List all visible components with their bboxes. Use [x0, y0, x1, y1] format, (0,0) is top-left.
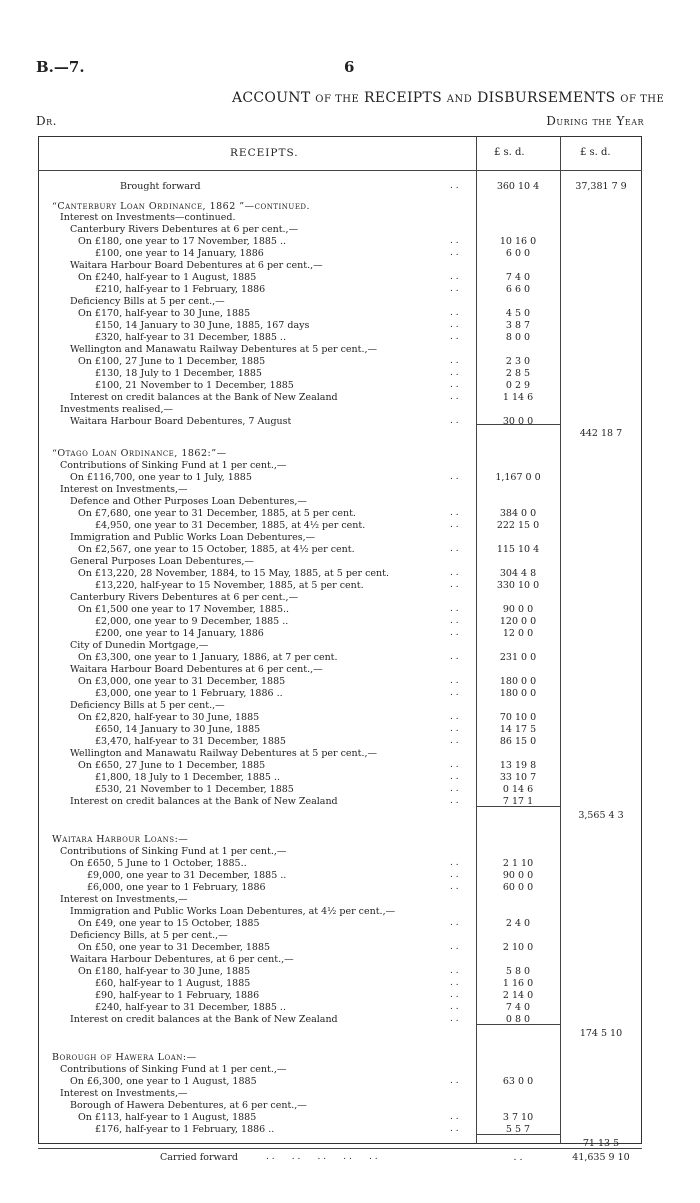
item-amount: 1,167 0 0: [495, 472, 541, 483]
ledger-description: Deficiency Bills at 5 per cent.,—: [70, 700, 225, 711]
ledger-description: Waitara Harbour Loans:—: [52, 834, 189, 845]
ledger-row: [0, 640, 700, 651]
ledger-description: On £113, half-year to 1 August, 1885: [78, 1112, 257, 1123]
ledger-description: £176, half-year to 1 February, 1886 ..: [95, 1124, 275, 1135]
leader-dots: . .: [450, 760, 459, 770]
ledger-row: [0, 784, 700, 795]
ledger-row: [0, 1124, 700, 1135]
ledger-row: [0, 392, 700, 403]
title-account: ACCOUNT: [232, 90, 311, 106]
ledger-row: [0, 676, 700, 687]
title-disbursements: DISBURSEMENTS: [477, 90, 616, 106]
item-amount: 180 0 0: [499, 688, 537, 699]
ledger-row: [0, 954, 700, 965]
ledger-row: [0, 894, 700, 905]
item-amount: 2 3 0: [505, 356, 531, 367]
leader-dots: . .: [450, 942, 459, 952]
ledger-row: [0, 796, 700, 807]
ledger-description: On £240, half-year to 1 August, 1885: [78, 272, 257, 283]
amount-column-header: £ s. d.: [494, 147, 525, 158]
leader-dots: . .: [450, 332, 459, 342]
ledger-description: Immigration and Public Works Loan Debentures,—: [70, 532, 316, 543]
ledger-description: City of Dunedin Mortgage,—: [70, 640, 209, 651]
ledger-description: On £50, one year to 31 December, 1885: [78, 942, 271, 953]
ledger-row: [0, 532, 700, 543]
ledger-row: [0, 628, 700, 639]
ledger-row: [0, 858, 700, 869]
ledger-row: [0, 918, 700, 929]
ledger-description: Canterbury Rivers Debentures at 6 per cent.,—: [70, 224, 299, 235]
leader-dots: . .: [450, 966, 459, 976]
total-column-header: £ s. d.: [580, 147, 611, 158]
ledger-description: Contributions of Sinking Fund at 1 per cent.,—: [60, 1064, 287, 1075]
ledger-description: Interest on Investments,—: [60, 1088, 188, 1099]
ledger-row: [0, 368, 700, 379]
ledger-row: [0, 1076, 700, 1087]
ledger-description: £60, half-year to 1 August, 1885: [95, 978, 251, 989]
leader-dots: . .: [450, 308, 459, 318]
ledger-description: On £650, 5 June to 1 October, 1885..: [70, 858, 247, 869]
ledger-row: [0, 810, 700, 821]
ledger-row: [0, 1002, 700, 1013]
ledger-description: On £180, one year to 17 November, 1885 ..: [78, 236, 287, 247]
title-receipts: RECEIPTS: [364, 90, 443, 106]
ledger-row: [0, 284, 700, 295]
carried-forward-total: 41,635 9 10: [572, 1152, 630, 1163]
ledger-row: [0, 308, 700, 319]
ledger-row: [0, 930, 700, 941]
carried-forward-row: [0, 1152, 700, 1163]
ledger-row: [0, 556, 700, 567]
leader-dots: . .: [450, 284, 459, 294]
item-amount: 231 0 0: [499, 652, 537, 663]
ledger-description: Waitara Harbour Board Debentures at 6 per cent.,—: [70, 260, 323, 271]
ledger-row: [0, 760, 700, 771]
leader-dots: . .: [450, 1112, 459, 1122]
leader-dots: . .: [450, 796, 459, 806]
leader-dots: . .: [450, 724, 459, 734]
item-amount: 7 4 0: [505, 1002, 531, 1013]
ledger-row: [0, 906, 700, 917]
item-amount: 12 0 0: [502, 628, 534, 639]
ledger-description: Borough of Hawera Debentures, at 6 per cent.,—: [70, 1100, 307, 1111]
item-amount: 6 6 0: [505, 284, 531, 295]
ledger-description: Interest on Investments,—: [60, 894, 188, 905]
item-amount: 330 10 0: [496, 580, 540, 591]
ledger-row: [0, 616, 700, 627]
ledger-row: [0, 748, 700, 759]
leader-dots: . .: [450, 472, 459, 482]
ledger-description: £150, 14 January to 30 June, 1885, 167 days: [95, 320, 310, 331]
section-total: 442 18 7: [579, 428, 623, 439]
ledger-row: [0, 380, 700, 391]
leader-dots: . .: [450, 248, 459, 258]
item-amount: 90 0 0: [502, 870, 534, 881]
ledger-row: [0, 224, 700, 235]
ledger-row: [0, 320, 700, 331]
ledger-row: [0, 568, 700, 579]
ledger-row: [0, 484, 700, 495]
item-amount: 7 17 1: [502, 796, 534, 807]
item-amount: 13 19 8: [499, 760, 537, 771]
leader-dots: . .: [450, 236, 459, 246]
ledger-row: [0, 652, 700, 663]
ledger-row: [0, 700, 700, 711]
leader-dots: . .: [450, 676, 459, 686]
item-amount: 2 1 10: [502, 858, 534, 869]
subtotal-rule: [476, 1024, 560, 1025]
ledger-row: [0, 416, 700, 427]
item-amount: 2 8 5: [505, 368, 531, 379]
ledger-description: £100, 21 November to 1 December, 1885: [95, 380, 294, 391]
ledger-row: [0, 404, 700, 415]
ledger-description: Deficiency Bills at 5 per cent.,—: [70, 296, 225, 307]
ledger-description: Interest on Investments,—: [60, 484, 188, 495]
ledger-description: Deficiency Bills, at 5 per cent.,—: [70, 930, 228, 941]
ledger-row: [0, 272, 700, 283]
ledger-description: On £13,220, 28 November, 1884, to 15 May, 1885, at 5 per cent.: [78, 568, 389, 579]
ledger-row: [0, 496, 700, 507]
item-amount: 63 0 0: [502, 1076, 534, 1087]
ledger-description: Interest on credit balances at the Bank of New Zealand: [70, 796, 338, 807]
document-reference: B.—7.: [36, 58, 85, 76]
ledger-row: [0, 248, 700, 259]
ledger-row: [0, 580, 700, 591]
ledger-description: On £116,700, one year to 1 July, 1885: [70, 472, 252, 483]
ledger-row: [0, 664, 700, 675]
ledger-row: [0, 544, 700, 555]
item-amount: 180 0 0: [499, 676, 537, 687]
leader-dots: . .: [450, 181, 459, 191]
item-amount: 120 0 0: [499, 616, 537, 627]
ledger-description: Interest on credit balances at the Bank of New Zealand: [70, 1014, 338, 1025]
ledger-row: [0, 870, 700, 881]
item-amount: 1 16 0: [502, 978, 534, 989]
item-amount: 90 0 0: [502, 604, 534, 615]
ledger-description: £1,800, 18 July to 1 December, 1885 ..: [95, 772, 281, 783]
ledger-description: Defence and Other Purposes Loan Debentures,—: [70, 496, 307, 507]
page-number: 6: [344, 58, 355, 76]
ledger-description: Brought forward: [120, 181, 201, 192]
leader-dots: . .: [450, 736, 459, 746]
ledger-row: [0, 1064, 700, 1075]
leader-dots: . .: [450, 604, 459, 614]
ledger-description: On £6,300, one year to 1 August, 1885: [70, 1076, 257, 1087]
ledger-description: Investments realised,—: [60, 404, 174, 415]
leader-dots: . .: [450, 616, 459, 626]
ledger-row: [0, 344, 700, 355]
ledger-row: [0, 212, 700, 223]
ledger-description: Waitara Harbour Board Debentures, 7 August: [70, 416, 292, 427]
leader-dots: . .: [450, 1124, 459, 1134]
item-amount: 1 14 6: [502, 392, 534, 403]
leader-dots: . .: [450, 1002, 459, 1012]
ledger-description: On £3,000, one year to 31 December, 1885: [78, 676, 286, 687]
page-title: [232, 90, 664, 106]
receipts-column-header: RECEIPTS.: [230, 147, 299, 159]
ledger-row: [0, 356, 700, 367]
ledger-description: On £170, half-year to 30 June, 1885: [78, 308, 251, 319]
ledger-row: [0, 1014, 700, 1025]
ledger-description: Waitara Harbour Board Debentures at 6 per cent.,—: [70, 664, 323, 675]
ledger-row: [0, 236, 700, 247]
leader-dots: . .: [450, 882, 459, 892]
leader-dots: . .: [450, 520, 459, 530]
ledger-row: [0, 712, 700, 723]
carried-forward-label: Carried forward: [160, 1152, 238, 1163]
leader-dots: . .: [450, 356, 459, 366]
item-amount: 5 5 7: [505, 1124, 531, 1135]
ledger-description: £2,000, one year to 9 December, 1885 ..: [95, 616, 289, 627]
ledger-description: On £180, half-year to 30 June, 1885: [78, 966, 251, 977]
ledger-description: £100, one year to 14 January, 1886: [95, 248, 264, 259]
item-amount: 304 4 8: [499, 568, 537, 579]
leader-dots: . .: [450, 628, 459, 638]
ledger-description: £13,220, half-year to 15 November, 1885, at 5 per cent.: [95, 580, 364, 591]
item-amount: 33 10 7: [499, 772, 537, 783]
ledger-description: £9,000, one year to 31 December, 1885 ..: [87, 870, 287, 881]
section-total: 174 5 10: [579, 1028, 623, 1039]
ledger-row: [0, 604, 700, 615]
footer-rule: [38, 1148, 642, 1149]
ledger-description: Waitara Harbour Debentures, at 6 per cent.,—: [70, 954, 294, 965]
item-amount: 0 8 0: [505, 1014, 531, 1025]
ledger-row: [0, 1088, 700, 1099]
leader-dots: . .: [450, 1014, 459, 1024]
ledger-description: On £49, one year to 15 October, 1885: [78, 918, 260, 929]
item-amount: 7 4 0: [505, 272, 531, 283]
ledger-description: £240, half-year to 31 December, 1885 ..: [95, 1002, 286, 1013]
ledger-row: [0, 181, 700, 192]
ledger-description: £130, 18 July to 1 December, 1885: [95, 368, 262, 379]
ledger-description: Borough of Hawera Loan:—: [52, 1052, 197, 1063]
item-amount: 8 0 0: [505, 332, 531, 343]
ledger-description: Wellington and Manawatu Railway Debentures at 5 per cent.,—: [70, 344, 378, 355]
item-amount: 0 2 9: [505, 380, 531, 391]
debit-label: Dr.: [36, 114, 57, 128]
leader-dots: . .: [450, 368, 459, 378]
leader-dots: . .: [450, 858, 459, 868]
ledger-row: [0, 1100, 700, 1111]
ledger-description: Interest on Investments—continued.: [60, 212, 236, 223]
section-total: 71 13 5: [582, 1138, 620, 1149]
carried-forward-blank: . .: [513, 1152, 523, 1163]
ledger-description: On £650, 27 June to 1 December, 1885: [78, 760, 266, 771]
ledger-row: [0, 1028, 700, 1039]
ledger-description: On £2,567, one year to 15 October, 1885, at 4½ per cent.: [78, 544, 355, 555]
section-total: 3,565 4 3: [578, 810, 624, 821]
ledger-row: [0, 448, 700, 459]
ledger-row: [0, 520, 700, 531]
leader-dots: . .: [450, 784, 459, 794]
leader-dots: . .: [450, 990, 459, 1000]
ledger-row: [0, 1052, 700, 1063]
leader-dots: . .: [450, 416, 459, 426]
leader-dots: . .: [450, 1076, 459, 1086]
leader-dots: . .: [450, 652, 459, 662]
subtotal-rule: [476, 424, 560, 425]
ledger-row: [0, 990, 700, 1001]
ledger-description: Wellington and Manawatu Railway Debentures at 5 per cent.,—: [70, 748, 378, 759]
ledger-row: [0, 688, 700, 699]
ledger-row: [0, 592, 700, 603]
item-amount: 14 17 5: [499, 724, 537, 735]
ledger-description: £210, half-year to 1 February, 1886: [95, 284, 266, 295]
item-amount: 3 7 10: [502, 1112, 534, 1123]
leader-dots: . .: [450, 392, 459, 402]
section-total: 37,381 7 9: [575, 181, 627, 192]
ledger-description: £650, 14 January to 30 June, 1885: [95, 724, 261, 735]
title-of-the: OF THE: [315, 94, 360, 105]
ledger-row: [0, 332, 700, 343]
ledger-row: [0, 472, 700, 483]
ledger-description: Contributions of Sinking Fund at 1 per cent.,—: [60, 846, 287, 857]
ledger-row: [0, 1112, 700, 1123]
ledger-description: £200, one year to 14 January, 1886: [95, 628, 264, 639]
ledger-row: [0, 966, 700, 977]
ledger-row: [0, 296, 700, 307]
item-amount: 60 0 0: [502, 882, 534, 893]
ledger-description: £90, half-year to 1 February, 1886: [95, 990, 260, 1001]
item-amount: 2 10 0: [502, 942, 534, 953]
ledger-description: On £3,300, one year to 1 January, 1886, at 7 per cent.: [78, 652, 338, 663]
ledger-description: £530, 21 November to 1 December, 1885: [95, 784, 294, 795]
item-amount: 4 5 0: [505, 308, 531, 319]
item-amount: 6 0 0: [505, 248, 531, 259]
leader-dots: . .: [450, 544, 459, 554]
leader-dots: . .: [450, 380, 459, 390]
leader-dots: . . . . . . . . . .: [266, 1152, 378, 1162]
title-and: AND: [446, 94, 473, 105]
ledger-row: [0, 428, 700, 439]
ledger-row: [0, 260, 700, 271]
header-divider: [38, 170, 642, 171]
ledger-description: Contributions of Sinking Fund at 1 per cent.,—: [60, 460, 287, 471]
ledger-description: £4,950, one year to 31 December, 1885, at 4½ per cent.: [95, 520, 366, 531]
ledger-row: [0, 724, 700, 735]
item-amount: 115 10 4: [496, 544, 540, 555]
item-amount: 30 0 0: [502, 416, 534, 427]
item-amount: 5 8 0: [505, 966, 531, 977]
subtotal-rule: [476, 806, 560, 807]
ledger-description: £3,470, half-year to 31 December, 1885: [95, 736, 286, 747]
ledger-description: On £2,820, half-year to 30 June, 1885: [78, 712, 260, 723]
subtotal-rule: [476, 1134, 560, 1135]
ledger-description: £3,000, one year to 1 February, 1886 ..: [95, 688, 283, 699]
ledger-row: [0, 736, 700, 747]
leader-dots: . .: [450, 918, 459, 928]
ledger-description: “Otago Loan Ordinance, 1862:”—: [52, 448, 227, 459]
item-amount: 10 16 0: [499, 236, 537, 247]
ledger-description: Immigration and Public Works Loan Debentures, at 4½ per cent.,—: [70, 906, 396, 917]
ledger-row: [0, 772, 700, 783]
ledger-description: On £100, 27 June to 1 December, 1885: [78, 356, 266, 367]
period-label: During the Year: [546, 114, 644, 128]
ledger-description: £320, half-year to 31 December, 1885 ..: [95, 332, 286, 343]
ledger-row: [0, 978, 700, 989]
ledger-row: [0, 846, 700, 857]
ledger-row: [0, 201, 700, 212]
leader-dots: . .: [450, 272, 459, 282]
item-amount: 2 4 0: [505, 918, 531, 929]
leader-dots: . .: [450, 580, 459, 590]
item-amount: 2 14 0: [502, 990, 534, 1001]
ledger-row: [0, 942, 700, 953]
ledger-description: “Canterbury Loan Ordinance, 1862 ”—continued.: [52, 201, 311, 212]
leader-dots: . .: [450, 320, 459, 330]
ledger-description: Interest on credit balances at the Bank of New Zealand: [70, 392, 338, 403]
item-amount: 3 8 7: [505, 320, 531, 331]
item-amount: 384 0 0: [499, 508, 537, 519]
ledger-description: On £7,680, one year to 31 December, 1885, at 5 per cent.: [78, 508, 356, 519]
item-amount: 0 14 6: [502, 784, 534, 795]
leader-dots: . .: [450, 568, 459, 578]
title-of-the-2: OF THE: [620, 94, 665, 105]
item-amount: 70 10 0: [499, 712, 537, 723]
leader-dots: . .: [450, 712, 459, 722]
ledger-description: General Purposes Loan Debentures,—: [70, 556, 254, 567]
ledger-row: [0, 460, 700, 471]
item-amount: 86 15 0: [499, 736, 537, 747]
item-amount: 360 10 4: [496, 181, 540, 192]
leader-dots: . .: [450, 870, 459, 880]
ledger-description: On £1,500 one year to 17 November, 1885..: [78, 604, 290, 615]
ledger-row: [0, 834, 700, 845]
ledger-description: £6,000, one year to 1 February, 1886: [87, 882, 266, 893]
ledger-row: [0, 882, 700, 893]
leader-dots: . .: [450, 978, 459, 988]
ledger-row: [0, 508, 700, 519]
ledger-description: Canterbury Rivers Debentures at 6 per cent.,—: [70, 592, 299, 603]
leader-dots: . .: [450, 508, 459, 518]
leader-dots: . .: [450, 772, 459, 782]
leader-dots: . .: [450, 688, 459, 698]
item-amount: 222 15 0: [496, 520, 540, 531]
